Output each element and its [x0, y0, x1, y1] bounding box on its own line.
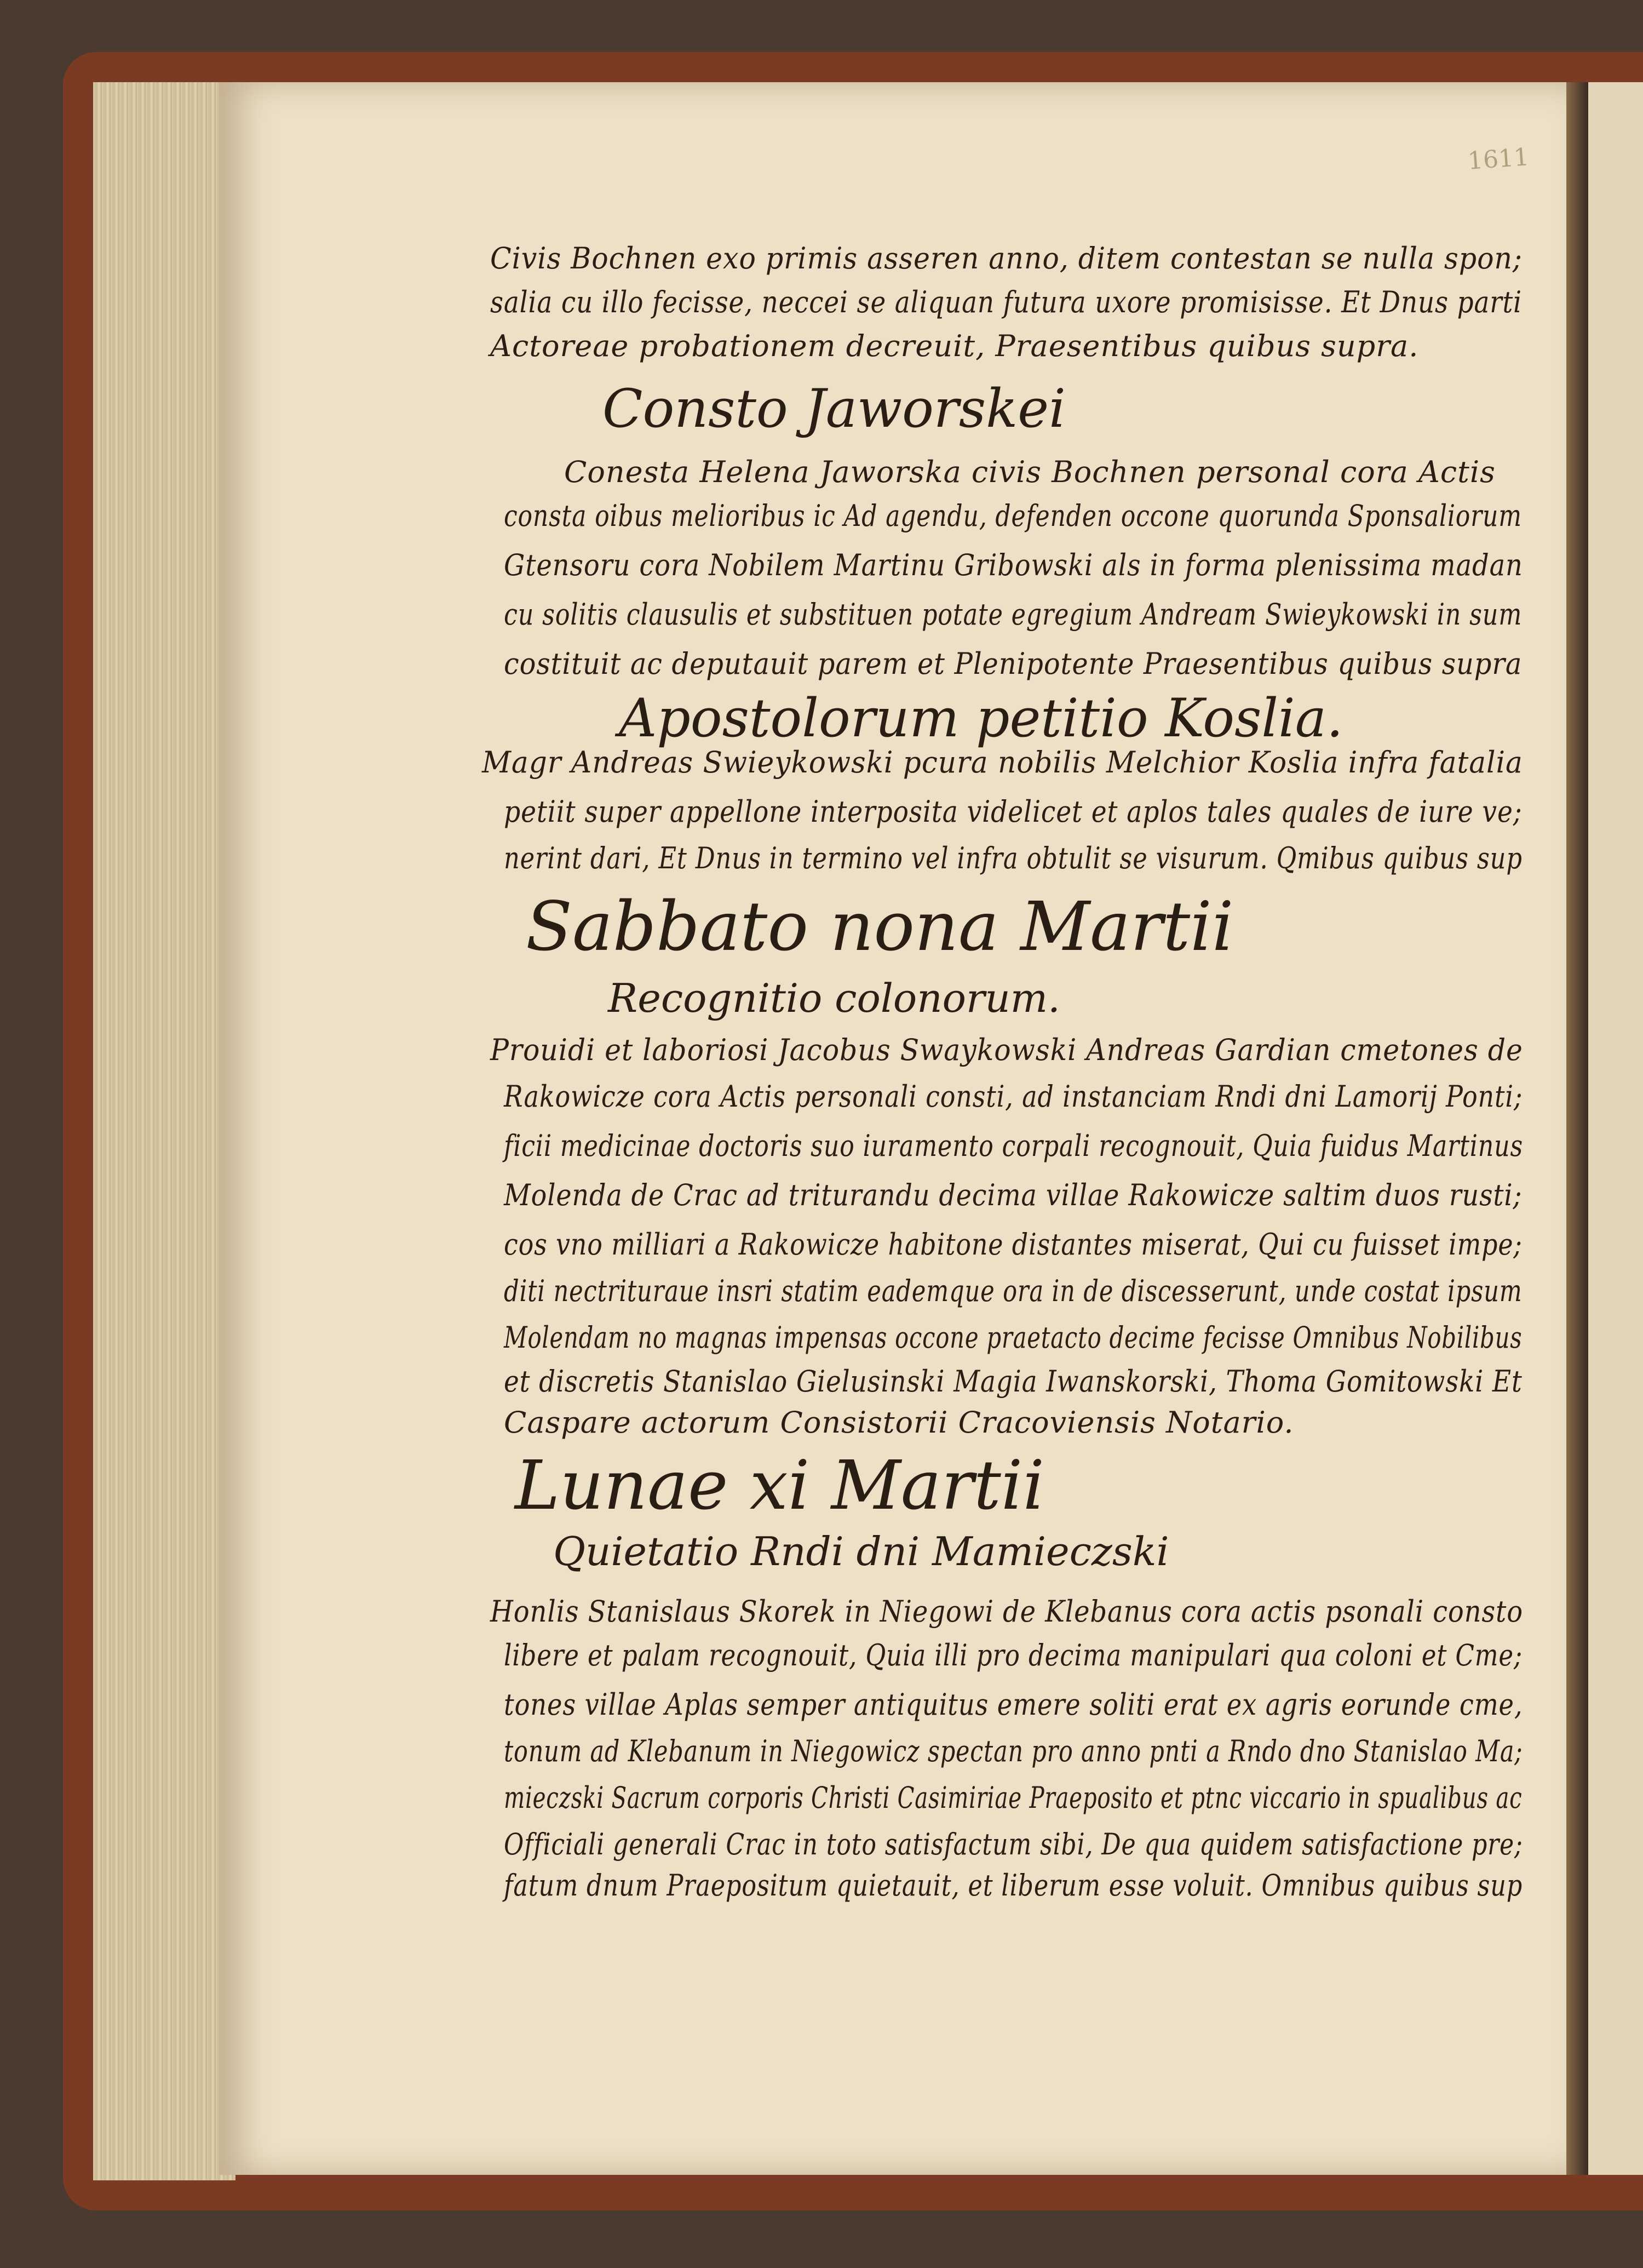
text-line: diti nectrituraue insri statim eademque ora in de discesserunt, unde costat ipsum	[504, 1274, 1523, 1308]
text-line: et discretis Stanislao Gielusinski Magia Iwanskorski, Thoma Gomitowski Et	[504, 1364, 1523, 1399]
text-line: Civis Bochnen exo primis asseren anno, ditem contestan se nulla spon;	[490, 241, 1523, 276]
page-edges	[93, 82, 235, 2180]
date-heading: Sabbato nona Martii	[526, 887, 1234, 966]
text-line: Molendam no magnas impensas occone praetacto decime fecisse Omnibus Nobilibus	[504, 1320, 1523, 1355]
text-line: nerint dari, Et Dnus in termino vel infra obtulit se visurum. Qmibus quibus sup	[504, 841, 1523, 875]
text-line: Honlis Stanislaus Skorek in Niegowi de Klebanus cora actis psonali consto	[490, 1594, 1523, 1629]
text-line: tones villae Aplas semper antiquitus emere soliti erat ex agris eorunde cme,	[504, 1687, 1523, 1722]
text-line: tonum ad Klebanum in Niegowicz spectan pro anno pnti a Rndo dno Stanislao Ma;	[504, 1734, 1523, 1768]
entry-heading: Quietatio Rndi dni Mamieczski	[553, 1528, 1169, 1574]
book-gutter	[1566, 82, 1588, 2175]
date-heading: Lunae xi Martii	[515, 1446, 1045, 1525]
text-line: mieczski Sacrum corporis Christi Casimiriae Praeposito et ptnc viccario in spualibus ac	[504, 1780, 1523, 1815]
entry-heading: Apostolorum petitio Koslia.	[619, 688, 1343, 749]
text-line: salia cu illo fecisse, neccei se aliquan futura uxore promisisse. Et Dnus parti	[490, 285, 1523, 319]
text-line: cu solitis clausulis et substituen potate egregium Andream Swieykowski in sum	[504, 597, 1523, 632]
facing-page-edge	[1588, 82, 1643, 2175]
entry-heading: Recognitio colonorum.	[608, 975, 1060, 1021]
text-line: petiit super appellone interposita videlicet et aplos tales quales de iure ve;	[504, 794, 1523, 829]
text-line: fatum dnum Praepositum quietauit, et liberum esse voluit. Omnibus quibus sup	[504, 1868, 1523, 1903]
text-line: costituit ac deputauit parem et Plenipotente Praesentibus quibus supra	[504, 646, 1523, 681]
text-line: Officiali generali Crac in toto satisfactum sibi, De qua quidem satisfactione pre;	[504, 1827, 1523, 1862]
text-line: libere et palam recognouit, Quia illi pro decima manipulari qua coloni et Cme;	[504, 1638, 1523, 1673]
text-line: Gtensoru cora Nobilem Martinu Gribowski als in forma plenissima madan	[504, 548, 1523, 582]
text-line: Molenda de Crac ad triturandu decima villae Rakowicze saltim duos rusti;	[504, 1178, 1523, 1212]
text-line: Magr Andreas Swieykowski pcura nobilis Melchior Koslia infra fatalia	[482, 745, 1523, 780]
folio-number: 1611	[1467, 143, 1530, 175]
text-line: ficii medicinae doctoris suo iuramento corpali recognouit, Quia fuidus Martinus	[504, 1129, 1524, 1163]
text-line: Caspare actorum Consistorii Cracoviensis Notario.	[504, 1405, 1294, 1440]
text-line: Prouidi et laboriosi Jacobus Swaykowski Andreas Gardian cmetones de	[490, 1033, 1523, 1067]
text-line: consta oibus melioribus ic Ad agendu, defenden occone quorunda Sponsaliorum	[504, 499, 1522, 533]
text-line: Rakowicze cora Actis personali consti, ad instanciam Rndi dni Lamorij Ponti;	[504, 1079, 1523, 1114]
text-line: cos vno milliari a Rakowicze habitone distantes miserat, Qui cu fuisset impe;	[504, 1227, 1523, 1262]
entry-heading: Consto Jaworskei	[602, 378, 1066, 439]
text-line: Actoreae probationem decreuit, Praesentibus quibus supra.	[490, 329, 1419, 363]
text-line: Conesta Helena Jaworska civis Bochnen personal cora Actis	[564, 455, 1496, 489]
